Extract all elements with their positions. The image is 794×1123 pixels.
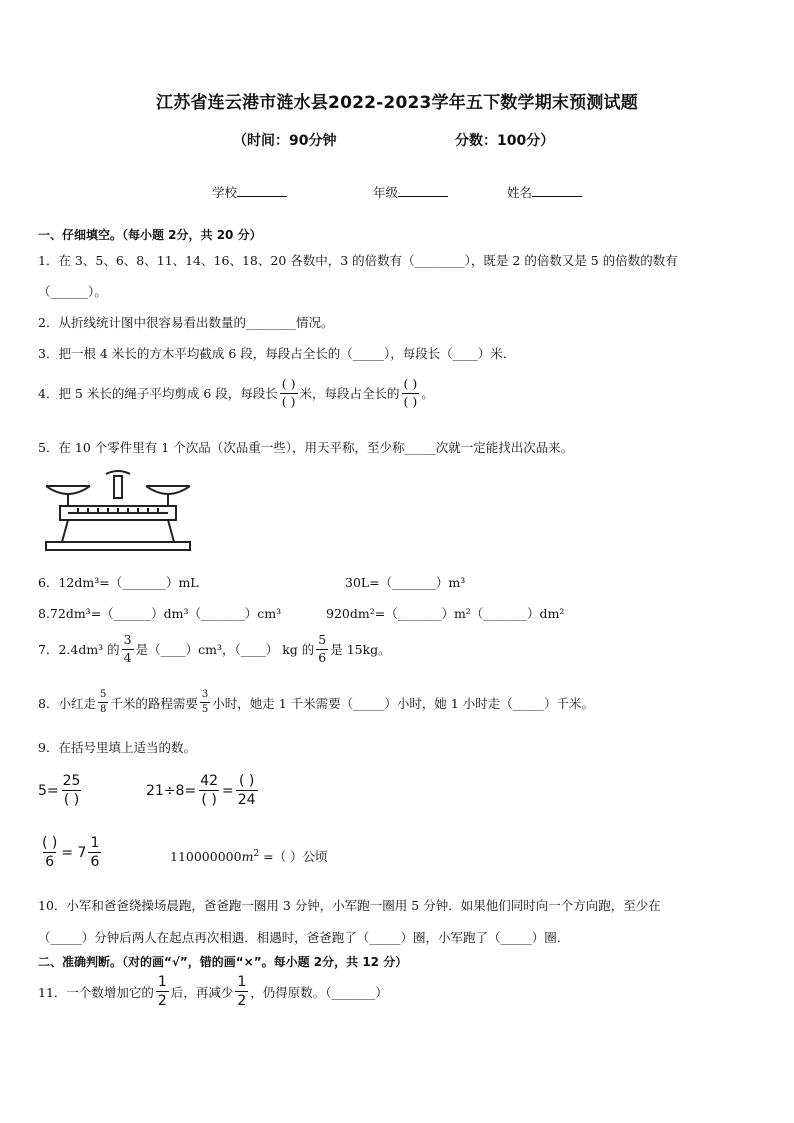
fraction-blank: $\frac{( )}{( )}$ [281,376,296,409]
question-3: 3．把一根 4 米长的方木平均截成 6 段，每段占全长的（_____），每段长（____）米． [38,346,516,361]
question-2: 2．从折线统计图中很容易看出数量的________情况。 [38,315,334,330]
balance-scale-icon [38,462,198,554]
fraction-five-sixths: $\frac{5}{6}$ [318,632,327,665]
score-label: 分数：100分） [455,133,555,149]
question-6-line-2a: 8.72dm³=（______）dm³（_______）cm³ [38,606,282,621]
question-6-line-2b: 920dm²=（_______）m²（_______）dm² [326,606,565,621]
question-1-line-2: （______）。 [38,284,107,299]
question-9-equation-2: 21÷8= $\frac{42}{( )}$ = $\frac{( )}{24}$ [146,773,256,808]
question-1-line-1: 1．在 3、5、6、8、11、14、16、18、20 各数中，3 的倍数有（________），既是 2 的倍数又是 5 的倍数的数有 [38,253,678,268]
question-9-equation-1: 5= $\frac{25}{( )}$ [38,773,81,808]
school-field: 学校 [212,183,287,201]
fraction-three-fifths: $\frac{3}{5}$ [201,689,209,715]
section-2-heading: 二、准确判断。（对的画“√”，错的画“×”。每小题 2分，共 12 分） [38,955,408,969]
grade-field: 年级 [373,183,448,201]
question-9-equation-3: $\frac{( )}{6}$ = 7 $\frac{1}{6}$ [42,835,100,870]
time-label: （时间：90分钟 [233,133,337,149]
page-title: 江苏省连云港市涟水县2022-2023学年五下数学期末预测试题 [156,93,638,113]
question-5: 5．在 10 个零件里有 1 个次品（次品重一些），用天平称，至少称_____次就一定能找出次品来。 [38,440,574,455]
section-1-heading: 一、仔细填空。（每小题 2分，共 20 分） [38,228,262,242]
fraction-blank: $\frac{( )}{( )}$ [403,376,418,409]
question-8: 8．小红走 $\frac{5}{8}$ 千米的路程需要 $\frac{3}{5}$ 小时，她走 1 千米需要（_____）小时，她 1 小时走（_____）千米。 [38,689,595,715]
question-11: 11．一个数增加它的 $\frac{1}{2}$ 后，再减少 $\frac{1}{2}$ ，仍得原数。（_______） [38,974,388,1009]
fraction-five-eighths: $\frac{5}{8}$ [99,689,107,715]
fraction-three-fourths: $\frac{3}{4}$ [123,632,132,665]
question-4: 4．把 5 米长的绳子平均剪成 6 段，每段长 $\frac{( )}{( )}$ 米，每段占全长的 $\frac{( )}{( )}$ 。 [38,376,434,409]
question-9-equation-4: $110000000m^2$ =（ ）公顷 [170,848,328,864]
question-10-line-2: （_____）分钟后两人在起点再次相遇．相遇时，爸爸跑了（_____）圈，小军跑了（_____）圈． [38,930,570,945]
name-field: 姓名 [507,183,582,201]
question-6-line-1b: 30L=（_______）m³ [345,575,466,590]
fraction-one-half: $\frac{1}{2}$ [157,974,167,1009]
question-9: 9．在括号里填上适当的数。 [38,740,196,755]
question-10-line-1: 10．小军和爸爸绕操场晨跑，爸爸跑一圈用 3 分钟，小军跑一圈用 5 分钟．如果他们同时向一个方向跑，至少在 [38,898,661,913]
question-7: 7．2.4dm³ 的 $\frac{3}{4}$ 是（____）cm³，（____） kg 的 $\frac{5}{6}$ 是 15kg。 [38,632,391,665]
fraction-one-half: $\frac{1}{2}$ [237,974,247,1009]
question-6-line-1a: 6．12dm³=（_______）mL [38,575,199,590]
